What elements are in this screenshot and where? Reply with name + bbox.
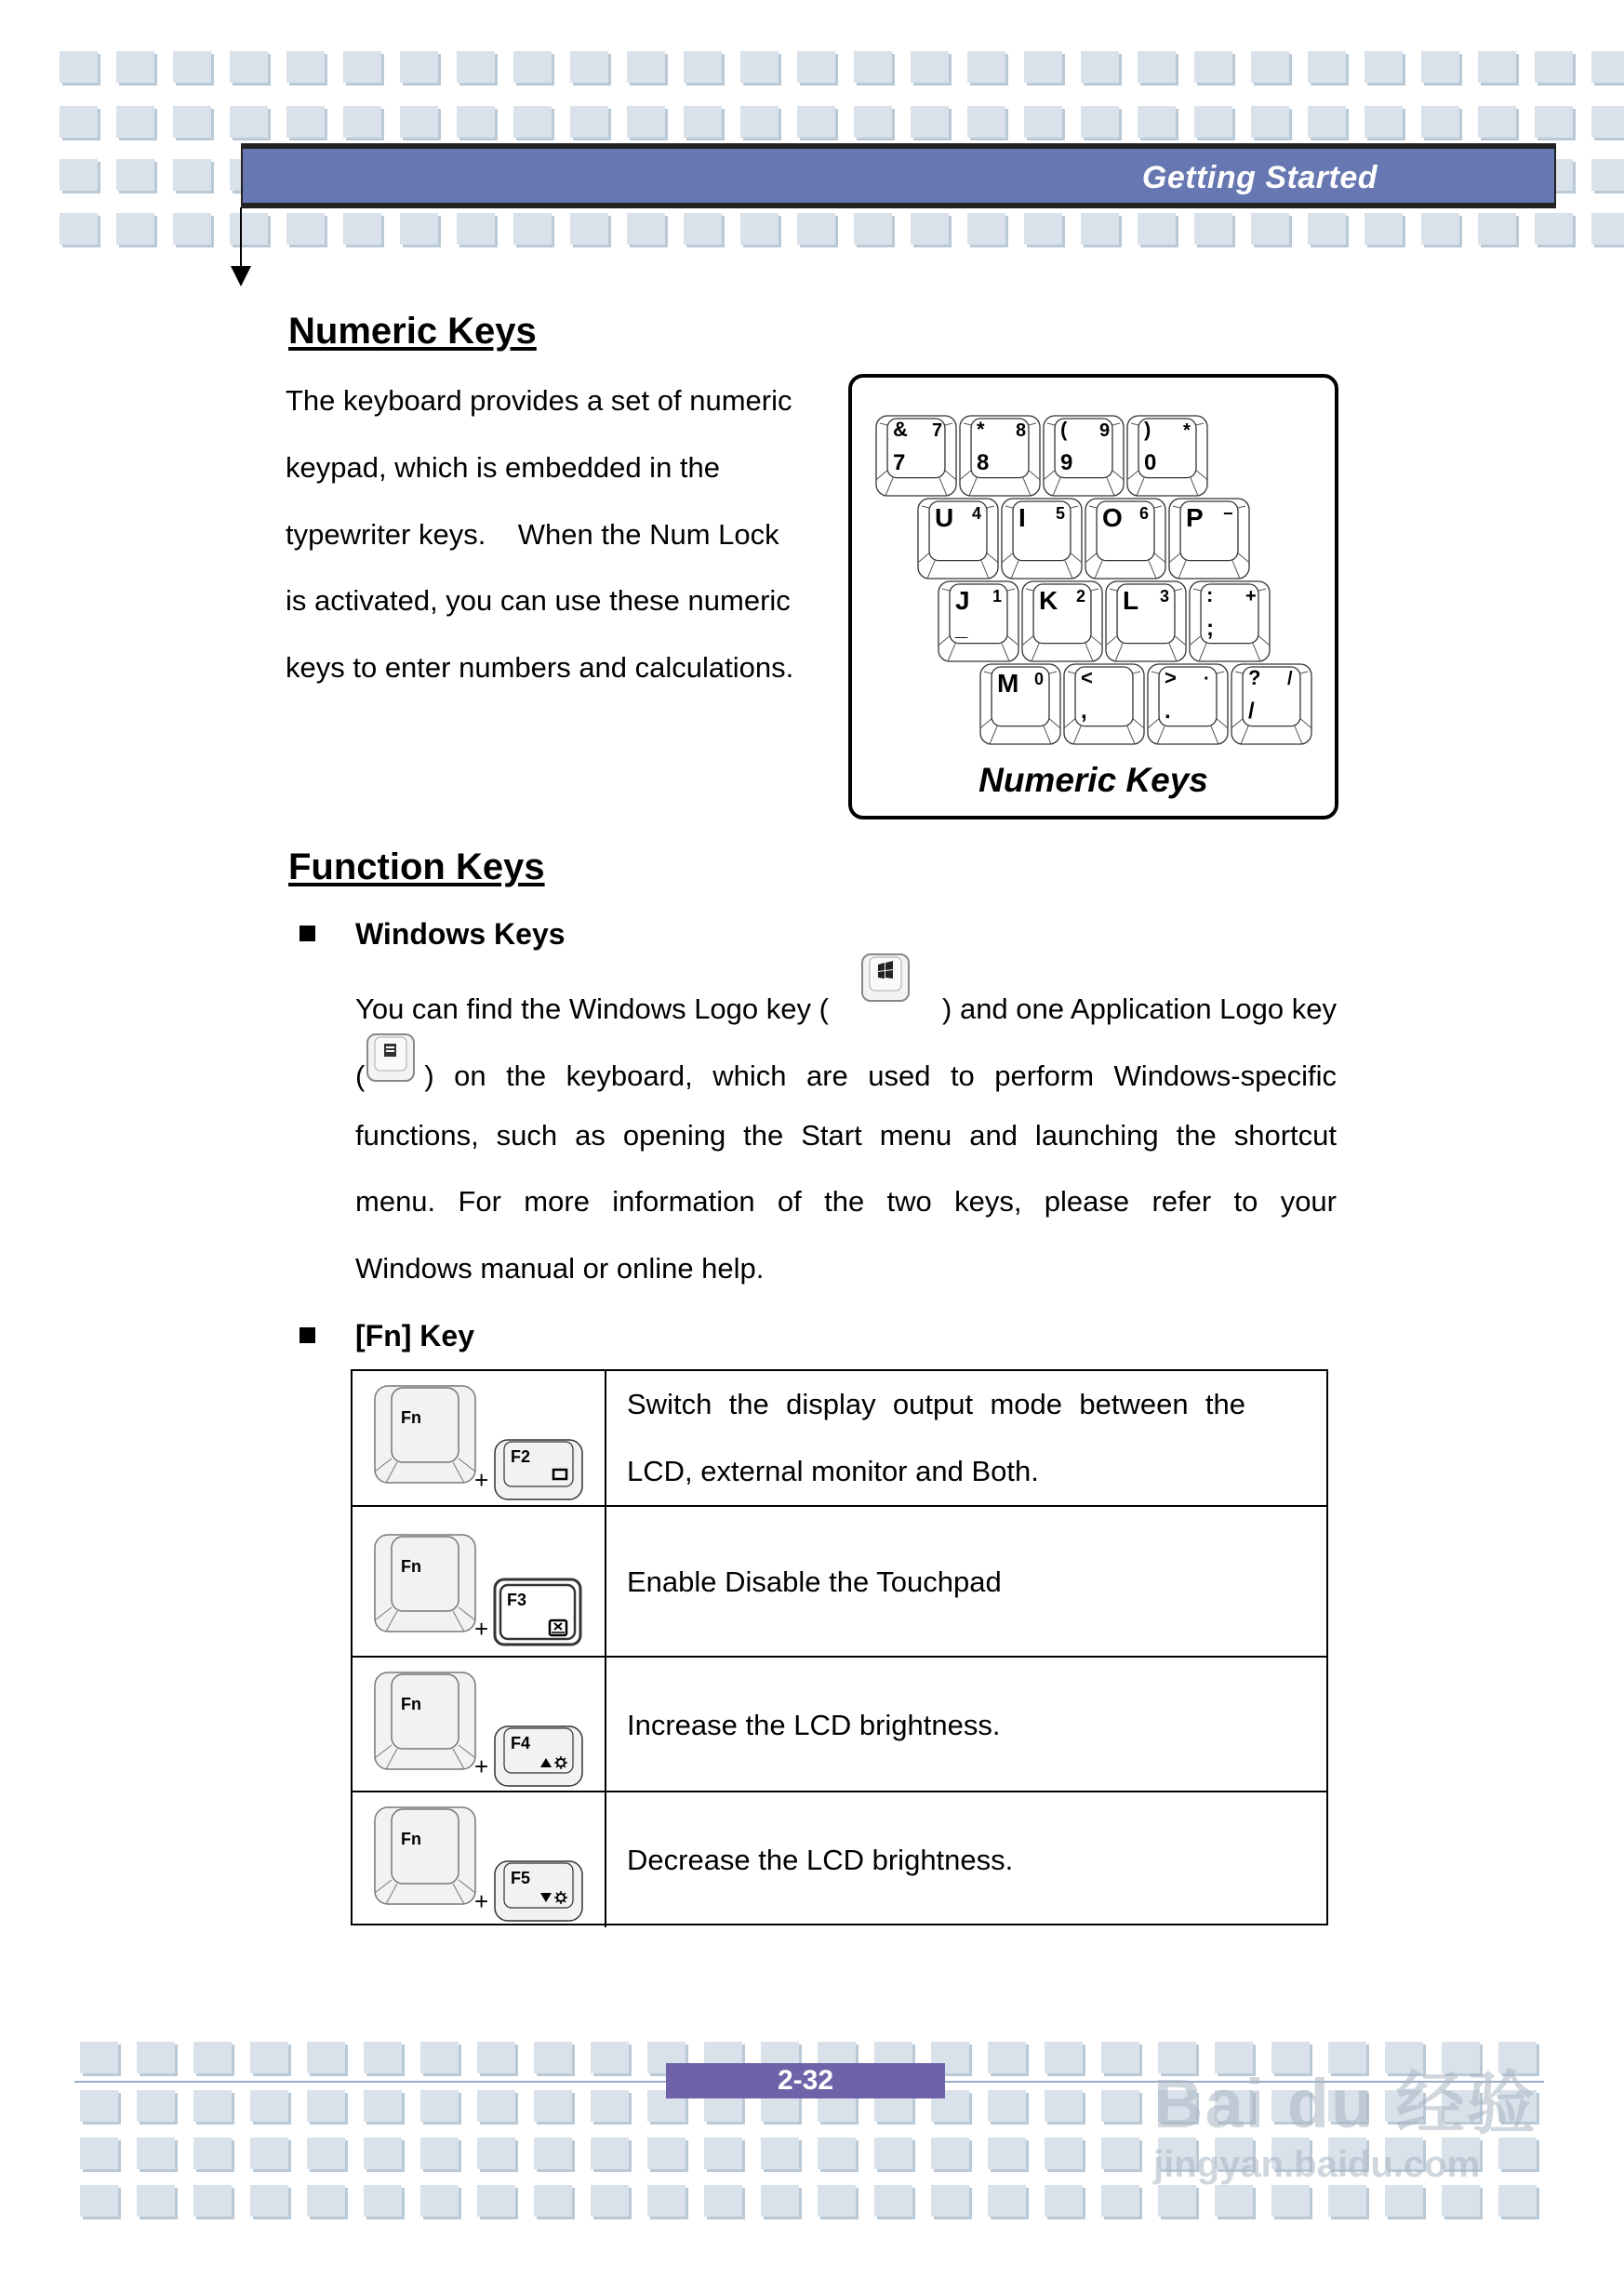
fn-key-image [375, 1386, 475, 1483]
key-label: / [1287, 669, 1293, 689]
fn-key-label: Fn [401, 1557, 421, 1576]
pattern-tile [137, 2138, 175, 2169]
pattern-tile [364, 2138, 402, 2169]
fn-key-label: Fn [401, 1408, 421, 1427]
fn-key-label: Fn [401, 1830, 421, 1848]
key-label: J [955, 586, 970, 615]
keypad-key [1106, 581, 1186, 661]
keypad-key [938, 581, 1018, 661]
fn-table-row [353, 1371, 1326, 1507]
keypad-key [1169, 499, 1249, 579]
pattern-tile [364, 2042, 402, 2073]
pattern-tile [1101, 2090, 1139, 2122]
pattern-tile [250, 2090, 288, 2122]
function-keys-heading: Function Keys [288, 846, 545, 887]
figure-caption: Numeric Keys [978, 761, 1208, 799]
pattern-tile [1498, 2185, 1537, 2217]
pattern-tile [704, 2185, 742, 2217]
pattern-tile [761, 2138, 799, 2169]
pattern-tile [534, 2090, 572, 2122]
text: ) on the keyboard, which are used to perform Windows-specific [424, 1059, 1337, 1092]
pattern-tile [761, 2185, 799, 2217]
pattern-tile [1215, 2185, 1253, 2217]
key-label: 7 [932, 420, 943, 441]
pattern-tile [1442, 2185, 1480, 2217]
function-key-label: F5 [511, 1869, 531, 1887]
windows-keys-line: functions, such as opening the Start menu and launching the shortcut [355, 1119, 1337, 1152]
function-key-image [495, 1440, 582, 1499]
key-label: ) [1144, 418, 1151, 441]
key-label: P [1186, 503, 1204, 532]
key-combo-cell [353, 1507, 606, 1656]
key-label: 4 [972, 504, 982, 523]
windows-keys-line [355, 1059, 1337, 1093]
key-label: ? [1248, 666, 1261, 689]
key-label: : [1206, 583, 1214, 606]
keypad-key [980, 664, 1060, 744]
keypad-key [1148, 664, 1228, 744]
keypad-key [876, 416, 956, 496]
windows-keys-title: Windows Keys [355, 917, 566, 951]
key-label: U [935, 503, 954, 532]
pattern-tile [477, 2138, 515, 2169]
pattern-tile [988, 2185, 1026, 2217]
key-label: + [1245, 586, 1257, 606]
pattern-tile [1271, 2185, 1310, 2217]
plus-sign: + [474, 1466, 489, 1494]
pattern-tile [818, 2138, 856, 2169]
key-label: 6 [1139, 504, 1150, 523]
pattern-tile [1045, 2138, 1083, 2169]
pattern-tile [364, 2185, 402, 2217]
pattern-tile [534, 2138, 572, 2169]
pattern-tile [591, 2138, 629, 2169]
pattern-tile [647, 2185, 686, 2217]
text: ) and one Application Logo key [942, 992, 1337, 1025]
pattern-tile [931, 2185, 969, 2217]
pattern-tile [137, 2090, 175, 2122]
key-combo-cell [353, 1792, 606, 1927]
pattern-tile [591, 2042, 629, 2073]
pattern-tile [1385, 2185, 1423, 2217]
numeric-keypad-illustration [0, 0, 1624, 837]
pattern-tile [80, 2042, 118, 2073]
pattern-tile [1158, 2185, 1196, 2217]
pattern-tile [137, 2042, 175, 2073]
fn-table-row [353, 1658, 1326, 1792]
fn-key-title: [Fn] Key [355, 1319, 474, 1352]
numeric-keys-line: typewriter keys. When the Num Lock [286, 518, 779, 551]
key-label: 7 [893, 450, 906, 475]
key-label: 0 [1144, 450, 1157, 475]
plus-sign: + [474, 1752, 489, 1780]
application-key-icon [365, 1032, 417, 1093]
pattern-tile [364, 2090, 402, 2122]
watermark [1153, 2065, 1537, 2186]
pattern-tile [1101, 2042, 1139, 2073]
key-combo-illustration [353, 1371, 604, 1507]
pattern-tile [250, 2138, 288, 2169]
key-label: > [1165, 666, 1177, 689]
pattern-tile [874, 2185, 912, 2217]
plus-sign: + [474, 1615, 489, 1643]
text: ( [355, 1059, 366, 1092]
key-label: 9 [1099, 420, 1111, 441]
keypad-key [1002, 499, 1082, 579]
numeric-keys-line: is activated, you can use these numeric [286, 584, 791, 617]
key-label: , [1081, 699, 1087, 724]
pattern-tile [420, 2090, 459, 2122]
key-label: − [1223, 504, 1233, 523]
key-label: · [1204, 669, 1210, 689]
key-label: 8 [1016, 420, 1027, 441]
keypad-key [1231, 664, 1311, 744]
function-key-label: F3 [507, 1591, 527, 1609]
pattern-tile [307, 2042, 345, 2073]
windows-logo-key-icon [859, 952, 912, 1026]
pattern-tile [80, 2090, 118, 2122]
keypad-key [1022, 581, 1102, 661]
pattern-tile [307, 2185, 345, 2217]
fn-key-image [375, 1535, 475, 1632]
key-label: _ [955, 616, 968, 641]
pattern-tile [193, 2138, 232, 2169]
pattern-tile [988, 2138, 1026, 2169]
key-combo-cell [353, 1658, 606, 1791]
pattern-tile [250, 2042, 288, 2073]
plus-sign: + [474, 1887, 489, 1915]
pattern-tile [137, 2185, 175, 2217]
keypad-key [918, 499, 998, 579]
page-number: 2-32 [666, 2063, 945, 2098]
fn-key-image [375, 1672, 475, 1769]
pattern-tile [931, 2138, 969, 2169]
pattern-tile [307, 2090, 345, 2122]
key-label: < [1081, 666, 1093, 689]
windows-keys-line: Windows manual or online help. [355, 1252, 765, 1285]
pattern-tile [1045, 2185, 1083, 2217]
function-key-image [495, 1579, 580, 1645]
key-label: 2 [1076, 587, 1086, 606]
keypad-key [1064, 664, 1144, 744]
keypad-key [1127, 416, 1207, 496]
key-label: 3 [1160, 587, 1170, 606]
key-label: O [1102, 503, 1123, 532]
chapter-title: Getting Started [1141, 160, 1378, 195]
fn-key-table [351, 1369, 1328, 1925]
key-label: ( [1060, 418, 1068, 441]
key-label: * [977, 418, 985, 441]
key-label: ; [1206, 616, 1214, 641]
numeric-keys-heading: Numeric Keys [288, 311, 537, 352]
pattern-tile [1328, 2185, 1366, 2217]
numeric-keys-line: keys to enter numbers and calculations. [286, 651, 794, 684]
fn-key-image [375, 1807, 475, 1904]
key-label: * [1183, 420, 1191, 441]
pattern-tile [988, 2090, 1026, 2122]
function-key-image [495, 1861, 582, 1921]
key-combo-cell [353, 1371, 606, 1505]
pattern-tile [988, 2042, 1026, 2073]
key-label: 8 [977, 450, 990, 475]
key-label: M [997, 669, 1019, 698]
pattern-tile [534, 2042, 572, 2073]
pattern-tile [420, 2042, 459, 2073]
keypad-key [1190, 581, 1270, 661]
key-label: 9 [1060, 450, 1073, 475]
function-key-image [495, 1726, 582, 1786]
fn-key-label: Fn [401, 1695, 421, 1713]
pattern-tile [477, 2090, 515, 2122]
text: You can find the Windows Logo key ( [355, 992, 829, 1025]
numeric-keys-line: keypad, which is embedded in the [286, 451, 721, 484]
pattern-tile [818, 2185, 856, 2217]
pattern-tile [420, 2185, 459, 2217]
key-label: & [893, 418, 908, 441]
pattern-tile [1045, 2042, 1083, 2073]
key-label: L [1123, 586, 1139, 615]
windows-keys-line [355, 992, 1337, 1026]
fn-table-row [353, 1792, 1326, 1927]
numeric-keys-line: The keyboard provides a set of numeric [286, 384, 792, 417]
pattern-tile [647, 2138, 686, 2169]
fn-description: Increase the LCD brightness. [627, 1708, 1001, 1741]
key-combo-illustration [353, 1507, 604, 1658]
keypad-key [1044, 416, 1124, 496]
key-combo-illustration [353, 1792, 604, 1927]
pattern-tile [307, 2138, 345, 2169]
watermark-url: jingyan.baidu.com [1153, 2144, 1481, 2185]
key-combo-illustration [353, 1658, 604, 1792]
watermark-logo-text: Bai du 经验 [1153, 2065, 1537, 2142]
pattern-tile [193, 2042, 232, 2073]
bullet-icon [300, 926, 315, 941]
fn-description: Enable Disable the Touchpad [627, 1565, 1002, 1598]
key-label: K [1039, 586, 1058, 615]
pattern-tile [80, 2138, 118, 2169]
fn-table-row [353, 1507, 1326, 1658]
keypad-key [960, 416, 1040, 496]
fn-description: Decrease the LCD brightness. [627, 1843, 1014, 1876]
function-key-label: F4 [511, 1734, 531, 1752]
pattern-tile [193, 2090, 232, 2122]
pattern-tile [477, 2042, 515, 2073]
pattern-tile [1101, 2185, 1139, 2217]
pattern-tile [534, 2185, 572, 2217]
key-label: 5 [1056, 504, 1066, 523]
key-label: / [1248, 699, 1255, 724]
keypad-key [1085, 499, 1165, 579]
pattern-tile [591, 2185, 629, 2217]
key-label: . [1165, 699, 1171, 724]
bullet-icon [300, 1327, 315, 1343]
pattern-tile [1101, 2138, 1139, 2169]
pattern-tile [591, 2090, 629, 2122]
pattern-tile [80, 2185, 118, 2217]
fn-description: Switch the display output mode between the [627, 1388, 1245, 1420]
function-key-label: F2 [511, 1447, 531, 1466]
pattern-tile [477, 2185, 515, 2217]
pattern-tile [704, 2138, 742, 2169]
pattern-tile [1045, 2090, 1083, 2122]
key-label: 1 [992, 587, 1003, 606]
key-label: I [1018, 503, 1026, 532]
fn-description: LCD, external monitor and Both. [627, 1455, 1039, 1487]
pattern-tile [874, 2138, 912, 2169]
pattern-tile [420, 2138, 459, 2169]
key-label: 0 [1034, 670, 1045, 688]
windows-keys-line: menu. For more information of the two keys, please refer to your [355, 1185, 1337, 1218]
pattern-tile [250, 2185, 288, 2217]
pattern-tile [193, 2185, 232, 2217]
